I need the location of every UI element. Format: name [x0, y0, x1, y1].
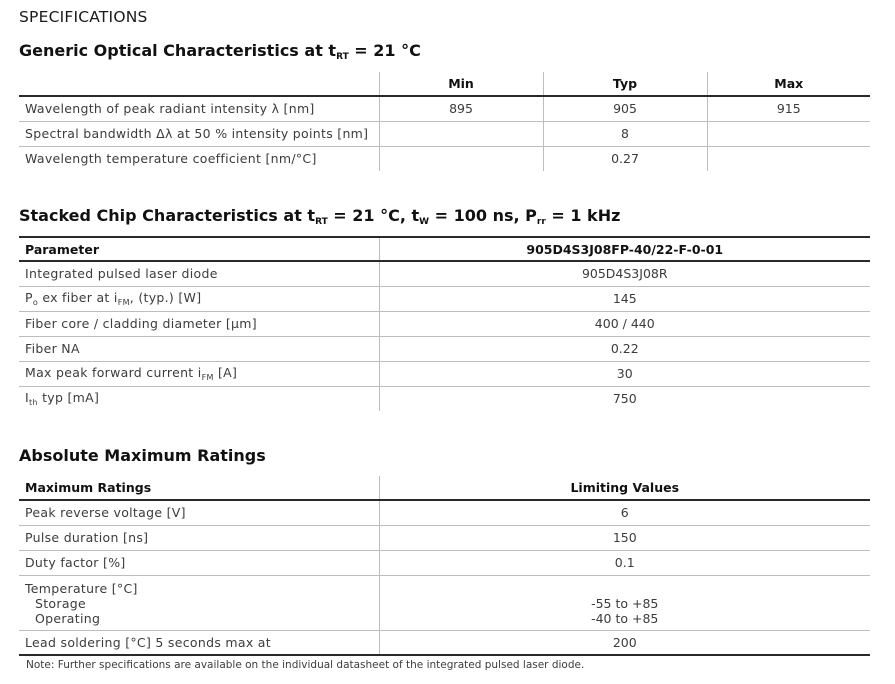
table-row: [19, 386, 870, 411]
table-row: [19, 96, 870, 121]
row-value: 0.1: [379, 550, 870, 575]
row-typ: 0.27: [543, 146, 707, 171]
row-label: Pulse duration [ns]: [19, 525, 379, 550]
table-row-temperature: [19, 575, 870, 630]
temperature-value-cell: [379, 575, 870, 630]
row-min: [379, 146, 543, 171]
table-row: [19, 311, 870, 336]
table-row: [19, 121, 870, 146]
row-max: 915: [707, 96, 870, 121]
storage-label: Storage: [35, 596, 87, 611]
row-value: 200: [379, 630, 870, 655]
row-label: Peak reverse voltage [V]: [19, 500, 379, 525]
row-min: 895: [379, 96, 543, 121]
optical-section-title: Generic Optical Characteristics at $t_{RT} = 21$ °C: [19, 41, 421, 62]
table-row: [19, 361, 870, 386]
row-label: Fiber NA: [19, 336, 379, 361]
row-label: Integrated pulsed laser diode: [19, 261, 379, 286]
stacked-section-title: Stacked Chip Characteristics at $t_{RT} = 21$ °C, $t_W = 100$ ns, $P_{rr} = 1$ kHz: [19, 206, 621, 227]
row-value: 905D4S3J08R: [379, 261, 870, 286]
row-label: Spectral bandwidth Δλ at 50 % intensity points [nm]: [19, 121, 379, 146]
row-label: Wavelength temperature coefficient [nm/°C]: [25, 151, 317, 167]
header-max: Max: [707, 72, 870, 96]
footnote: Note: Further specifications are available on the individual datasheet of the integrated pulsed laser diode.: [26, 659, 585, 671]
row-typ: 905: [543, 96, 707, 121]
row-max: [707, 121, 870, 146]
absolute-table: [19, 476, 870, 656]
optical-table: [19, 72, 870, 171]
row-value: 30: [379, 361, 870, 386]
storage-value: -55 to +85: [591, 596, 659, 611]
temperature-label-cell: [19, 575, 379, 630]
table-row: [19, 525, 870, 550]
header-min: Min: [379, 72, 543, 96]
row-min: [379, 121, 543, 146]
table-row: [19, 336, 870, 361]
row-value: 0.22: [379, 336, 870, 361]
row-max: [707, 146, 870, 171]
row-label: Max peak forward current $i_{FM}$ [A]: [19, 361, 379, 386]
page-title: SPECIFICATIONS: [19, 8, 148, 26]
header-typ: Typ: [543, 72, 707, 96]
absolute-section-title: Absolute Maximum Ratings: [19, 446, 266, 465]
row-value: 145: [379, 286, 870, 311]
optical-header-row: [19, 72, 870, 96]
header-model: 905D4S3J08FP-40/22-F-0-01: [379, 237, 870, 261]
temperature-label: Temperature [°C]: [25, 581, 138, 596]
row-label: $P_o$ ex fiber at $i_{FM}$, (typ.) [W]: [19, 286, 379, 311]
table-row: [19, 630, 870, 655]
row-value: 6: [379, 500, 870, 525]
row-typ: 8: [543, 121, 707, 146]
header-limiting-values: Limiting Values: [379, 476, 870, 500]
stacked-header-row: [19, 237, 870, 261]
table-row: [19, 550, 870, 575]
operating-label: Operating: [35, 611, 101, 626]
row-label: Fiber core / cladding diameter [µm]: [19, 311, 379, 336]
table-row: [19, 500, 870, 525]
row-value: 150: [379, 525, 870, 550]
table-row: [19, 261, 870, 286]
header-parameter: Parameter: [19, 237, 379, 261]
row-label: Lead soldering [°C] 5 seconds max at: [19, 630, 379, 655]
row-label: $I_{th}$ typ [mA]: [25, 390, 100, 408]
row-label: Wavelength of peak radiant intensity λ [nm]: [19, 96, 379, 121]
row-label: Duty factor [%]: [19, 550, 379, 575]
row-value: 400 / 440: [379, 311, 870, 336]
table-row: [19, 146, 870, 171]
operating-value: -40 to +85: [591, 611, 659, 626]
stacked-table: [19, 236, 870, 411]
absolute-header-row: [19, 476, 870, 500]
table-row: [19, 286, 870, 311]
header-max-ratings: Maximum Ratings: [19, 476, 379, 500]
row-value: 750: [379, 386, 870, 411]
